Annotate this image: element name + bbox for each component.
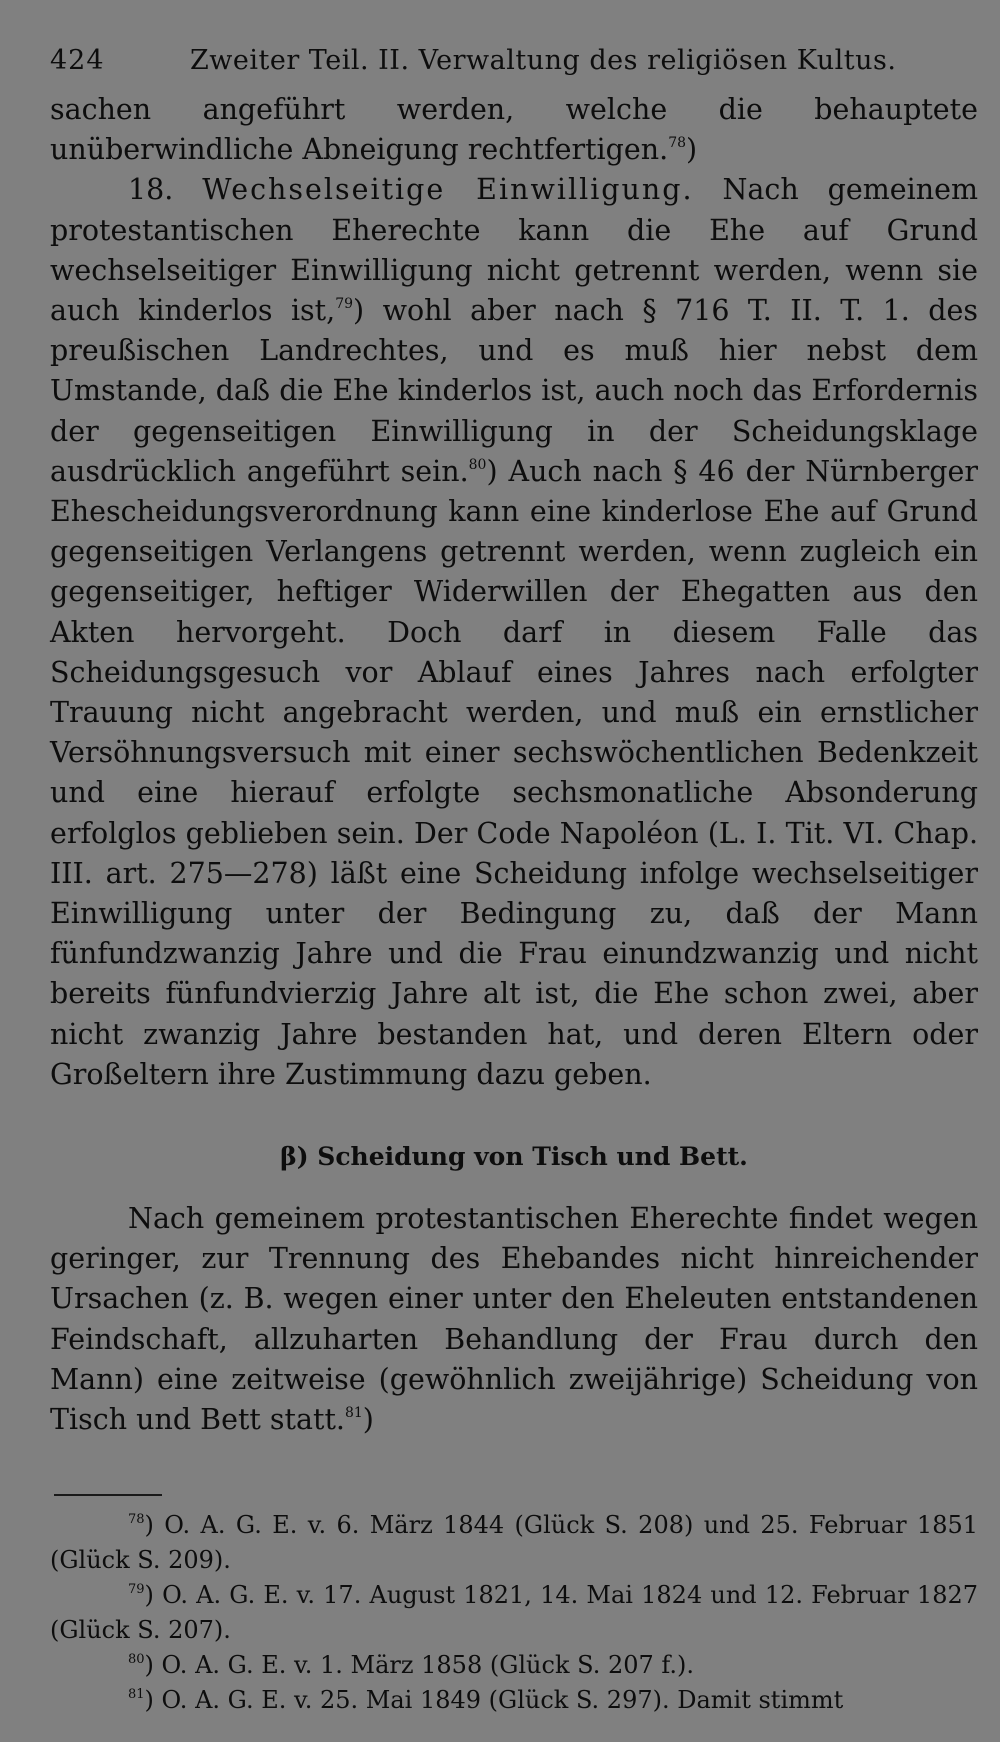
text-segment: sachen angeführt werden, welche die behauptete unüberwindliche Abneigung rechtfertigen. [50, 93, 978, 167]
page-number: 424 [50, 45, 105, 76]
paragraph [50, 1199, 978, 1440]
footnote-mark: 80 [128, 1652, 145, 1668]
text-segment: ) wohl aber nach § 716 T. II. T. 1. des preußischen Landrechtes, und es muß hier nebst dem Umstande, daß die Ehe kinderlos ist, auch noch das Erfordernis der gegenseitigen Einwilligung in der Scheidungsklage ausdrücklich angeführt sein. [50, 294, 978, 488]
footnote-divider [54, 1494, 162, 1496]
text-segment: ) Auch nach § 46 der Nürnberger Ehescheidungsverordnung kann eine kinderlose Ehe auf Grund gegenseitigen Verlangens getrennt werden, wenn zugleich ein gegenseitiger, heftiger Widerwillen der Ehegatten aus den Akten hervorgeht. Doch darf in diesem Falle das Scheidungsgesuch vor Ablauf eines Jahres nach erfolgter Trauung nicht angebracht werden, und muß ein ernstlicher Versöhnungsversuch mit einer sechswöchentlichen Bedenkzeit und eine hierauf erfolgte sechsmonatliche Absonderung erfolglos geblieben sein. Der Code Napoléon (L. I. Tit. VI. Chap. III. art. 275—278) läßt eine Scheidung infolge wechselseitiger Einwilligung unter der Bedingung zu, daß der Mann fünfundzwanzig Jahre und die Frau einundzwanzig und nicht bereits fünfundvierzig Jahre alt ist, die Ehe schon zwei, aber nicht zwanzig Jahre bestanden hat, und deren Eltern oder Großeltern ihre Zustimmung dazu geben. [50, 454, 978, 1091]
text-segment: Nach gemeinem protestantischen Eherechte kann die Ehe auf Grund wechselseitiger Einwilligung nicht getrennt werden, wenn sie auch kinderlos ist, [50, 173, 978, 328]
paragraph [50, 170, 978, 1095]
footnote-text: ) O. A. G. E. v. 25. Mai 1849 (Glück S. 297). Damit stimmt [144, 1686, 844, 1715]
footnote-text: ) O. A. G. E. v. 17. August 1821, 14. Mai 1824 und 12. Februar 1827 (Glück S. 207). [50, 1581, 978, 1645]
footnote-reference: 79 [335, 296, 354, 313]
footnote [50, 1578, 978, 1648]
footnote-reference: 80 [468, 456, 487, 473]
page-header [50, 40, 978, 82]
footnote [50, 1508, 978, 1578]
footnote-reference: 78 [668, 135, 687, 152]
spaced-heading-text: Wechselseitige Einwilligung. [202, 173, 694, 207]
footnote-mark: 79 [128, 1582, 145, 1598]
paragraphs-after-heading [50, 1199, 978, 1440]
text-segment: ) [686, 133, 698, 167]
footnotes [50, 1508, 978, 1718]
text-segment: Nach gemeinem protestantischen Eherechte findet wegen geringer, zur Trennung des Ehebandes nicht hinreichender Ursachen (z. B. wegen einer unter den Eheleuten entstandenen Feindschaft, allzuharten Behandlung der Frau durch den Mann) eine zeitweise (gewöhnlich zweijährige) Scheidung von Tisch und Bett statt. [50, 1202, 978, 1437]
footnote-text: ) O. A. G. E. v. 1. März 1858 (Glück S. 207 f.). [144, 1651, 695, 1680]
footnote-mark: 81 [128, 1687, 145, 1703]
paragraphs-before-heading [50, 90, 978, 1095]
main-text [50, 90, 978, 1440]
text-segment: ) [362, 1403, 374, 1437]
running-title: Zweiter Teil. II. Verwaltung des religiösen Kultus. [190, 45, 897, 76]
footnote [50, 1683, 978, 1718]
footnote-mark: 78 [128, 1512, 145, 1528]
footnote [50, 1648, 978, 1683]
section-heading: β) Scheidung von Tisch und Bett. [280, 1142, 748, 1172]
footnote-text: ) O. A. G. E. v. 6. März 1844 (Glück S. 208) und 25. Februar 1851 (Glück S. 209). [50, 1511, 978, 1575]
footnote-reference: 81 [344, 1405, 363, 1422]
text-segment: 18. [128, 173, 203, 207]
paragraph [50, 90, 978, 170]
